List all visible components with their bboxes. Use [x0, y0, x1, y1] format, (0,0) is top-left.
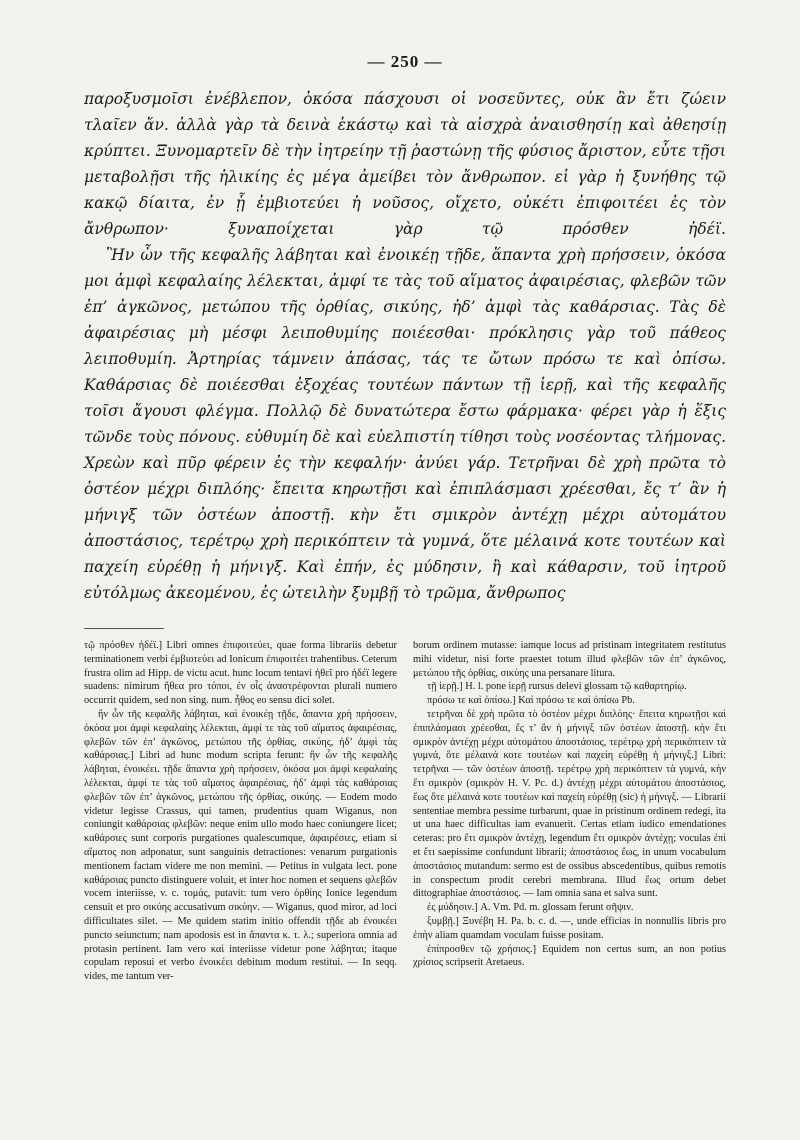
footnote: τετρῆναι δὲ χρὴ πρῶτα τὸ ὀστέον μέχρι διπλόης· ἔπειτα κηρωτῇσι καὶ ἐπιπλάσμασι χρέεσθαι, ἔς τ’ ἂν ἡ μήνιγξ τῶν ὀστέων ἀποστῇ. κὴν ἔτι σμικρὸν ἀντέχῃ μέχρι αὐτομάτου ἀποστάσιος, τερέτρῳ χρὴ περικόπτειν τὰ γυμνά, ὅτε μέλαινά κοτε τουτέων καὶ παχείη εὑρέθῃ ἡ μήνιγξ.] Libri: τετρῆναι — τῶν ὀστέων ἀποστῇ. τερέτρῳ χρὴ περικόπτειν τὰ γυμνά, κὴν ἔτι σμικρὸν (σμικρὸν H. V. Pc. d.) ἀντέχῃ μέχρι αὐτομάτου ἀποστάσιος, ἕως ὅτε μέλαινά κοτε τουτέων καὶ παχείη εὑρέθῃ (sic) ἡ μήνιγξ. — Librarii sententiae membra pessime turbarunt, quae in pristinum ordinem redegi, ita ut una haec difficultas iam evanuerit. Certas etiam iudico emendationes ceteras: pro ἔτι σμικρὸν ἀντέχῃ, legendum ἔτι σμικρὸν ἀντέχῃ; voculas ἐπὶ et ἔτι saepissime confundunt librarii; ἀποστάσιος ἕως, in unum vocabulum ἀποστάσιος mutandum: sermo est de ossibus abscedentibus, quibus remotis in conspectum prodit cerebri membrana. Illud ἕως ortum debet dittographiae ἀποστάσιος. — Iam omnia sana et salva sunt.	[413, 708, 726, 900]
footnote: borum ordinem mutasse: iamque locus ad pristinam integritatem restitutus mihi videtur, nisi forte praestet totum illud φλεβῶν τῶν ἐπ’ ἀγκῶνος, μετώπου τῆς ὀρθίας, σικύης una persanare litura.	[413, 640, 726, 679]
page-number: — 250 —	[367, 52, 443, 71]
footnotes-right-column	[413, 639, 726, 984]
footnote: πρόσω τε καὶ ὀπίσω.] Καὶ πρόσω τε καὶ ὀπίσω Pb.	[427, 695, 635, 707]
footnote: ἐπίπροσθεν τῷ χρήσιος.] Equidem non certus sum, an non potius χρίσιος scripserit Aretaeus.	[413, 943, 726, 969]
footnote: τῷ πρόσθεν ἠδέϊ.] Libri omnes ἐπιφοιτεύει, quae forma librariis debetur terminationem verbi ἐμβιοτεύει ad Ionicum ἐπιφοιτέει trahentibus. Ceterum frustra olim ad Hipp. de victu acut. hunc locum tentavi ἠθεῖ pro ἠδέϊ legere suadens: nimirum ἤθεα pro τόποι, ἐν οἷς ἀναστρέφονται plurali numero occurrit quidem, sed non sing. num. ἦθος eo sensu dici solet.	[84, 640, 397, 707]
footnotes	[84, 639, 726, 984]
footnote-divider	[84, 628, 164, 629]
footnote: τῇ ἱερῇ.] H. l. pone ἱερῇ rursus delevi glossam τῷ καθαρτηρίῳ.	[427, 681, 687, 693]
footnotes-left-column	[84, 639, 397, 984]
footnote: ἢν ὦν τῆς κεφαλῆς λάβηται, καὶ ἐνοικέῃ τῇδε, ἅπαντα χρὴ πρήσσειν, ὁκόσα μοι ἀμφὶ κεφαλαίης λέλεκται, ἀμφί τε τὰς τοῦ αἵματος ἀφαιρέσιας, φλεβῶν τῶν ἐπ’ ἀγκῶνος, μετώπου τῆς ὀρθίας, σικύης, ἠδ’ ἀμφὶ τὰς καθάρσιας.] Libri ad hunc modum scripta ferunt: ἢν ὦν τῆς κεφαλῆς λάβηται, ἐνοικέει. τῇδε ἅπαντα χρὴ πρήσσειν, ὁκόσα μοι ἀμφὶ κεφαλαίης λέλεκται, ἀμφί τε τὰς τοῦ αἵματος ἀφαιρέσιας, ἠδ’ ἀμφὶ τὰς καθάρσιας φλεβῶν τῶν ἐπ’ ἀγκῶνος, μετώπου τῆς ὀρθίας, σικύης. — Eodem modo videtur legisse Crassus, qui tamen, prudentius quam Wiganus, non coniungit καθάρσιας φλεβῶν: neque enim ullo modo haec coniungere licet; καθάρσιες sunt corporis purgationes qualescumque, ἀφαιρέσιες, etiam si αἵματος non adponatur, sunt sanguinis detractiones: venarum purgationis mentionem factam videre me non memini. — Petitus in vulgata lect. pone καθάρσιας puncto distinguere voluit, et inter hoc nomen et sequens φλεβῶν vocem interiisse, v. c. τομάς, putavit: tum vero ὀρθίης Ionice legendum censuit et pro σικύης accusativum σικύην. — Wiganus, quod miror, ad loci difficultates silet. — Me quidem statim initio offendit τῇδε ab ἐνοικέει puncto seiunctum; nam apodosis est in ἅπαντα κ. τ. λ.; superiora omnia ad protasin pertinent. Iam vero καὶ interiisse videtur pone λάβηται; itaque copulam reposui et verbo ἐνοικέει debitum modum restitui. — In seqq. vides, me tantum ver-	[84, 708, 397, 983]
main-paragraph-1: παροξυσμοῖσι ἐνέβλεπον, ὁκόσα πάσχουσι οἱ νοσεῦντες, οὐκ ἂν ἔτι ζώειν τλαῖεν ἄν. ἀλλὰ γὰρ τὰ δεινὰ ἑκάστῳ καὶ τὰ αἰσχρὰ ἀναισθησίῃ καὶ ἀθεησίῃ κρύπτει. Ξυνομαρτεῖν δὲ τὴν ἰητρείην τῇ ῥαστώνῃ τῆς φύσιος ἄριστον, εὖτε τῇσι μεταβολῇσι τῆς ἡλικίης ἐς μέγα ἀμείβει τὸν ἄνθρωπον. εἰ γὰρ ἡ ξυνήθης τῷ κακῷ δίαιτα, ἐν ᾗ ἐμβιοτεύει ἡ νοῦσος, οἴχετο, οὐκέτι ἐπιφοιτέει ἐς τὸν ἄνθρωπον· ξυναποίχεται γὰρ τῷ πρόσθεν ἠδέϊ.	[84, 90, 726, 238]
main-text	[84, 86, 726, 606]
main-paragraph-2: Ἢν ὦν τῆς κεφαλῆς λάβηται καὶ ἐνοικέῃ τῇδε, ἅπαντα χρὴ πρήσσειν, ὁκόσα μοι ἀμφὶ κεφαλαίης λέλεκται, ἀμφί τε τὰς τοῦ αἵματος ἀφαιρέσιας, φλεβῶν τῶν ἐπ’ ἀγκῶνος, μετώπου τῆς ὀρθίας, σικύης, ἠδ’ ἀμφὶ τὰς καθάρσιας. Τὰς δὲ ἀφαιρέσιας μὴ μέσφι λειποθυμίης ποιέεσθαι· πρόκλησις γὰρ τοῦ πάθεος λειποθυμίη. Ἀρτηρίας τάμνειν ἁπάσας, τάς τε ὤτων πρόσω τε καὶ ὀπίσω. Καθάρσιας δὲ ποιέεσθαι ἐξοχέας τουτέων πάντων τῇ ἱερῇ, καὶ τῆς κεφαλῆς τοῖσι ἄγουσι φλέγμα. Πολλῷ δὲ δυνατώτερα ἔστω φάρμακα· φέρει γὰρ ἡ ἕξις τῶνδε τοὺς πόνους. εὐθυμίη δὲ καὶ εὐελπιστίη τίθησι τοὺς νοσέοντας τλήμονας. Χρεὼν καὶ πῦρ φέρειν ἐς τὴν κεφαλήν· ἀνύει γάρ. Τετρῆναι δὲ χρὴ πρῶτα τὸ ὀστέον μέχρι διπλόης· ἔπειτα κηρωτῇσι καὶ ἐπιπλάσμασι χρέεσθαι, ἔς τ’ ἂν ἡ μήνιγξ τῶν ὀστέων ἀποστῇ. κὴν ἔτι σμικρὸν ἀντέχῃ μέχρι αὐτομάτου ἀποστάσιος, τερέτρῳ χρὴ περικόπτειν τὰ γυμνά, ὅτε μέλαινά κοτε τουτέων καὶ παχείη εὑρέθῃ ἡ μήνιγξ. Καὶ ἐπήν, ἐς μύδησιν, ἢ καὶ κάθαρσιν, τοῦ ἰητροῦ εὐτόλμως ἀκεομένου, ἐς ὠτειλὴν ξυμβῇ τὸ τρῶμα, ἄνθρωπος	[84, 246, 726, 602]
footnote: ξυμβῇ.] Ξυνέβη H. Pa. b. c. d. —, unde efficias in nonnullis libris pro ἐπὴν aliam quamdam voculam fuisse positam.	[413, 915, 726, 941]
footnote: ἐς μύδησιν.] A. Vm. Pd. m. glossam ferunt σῆψιν.	[427, 902, 634, 914]
